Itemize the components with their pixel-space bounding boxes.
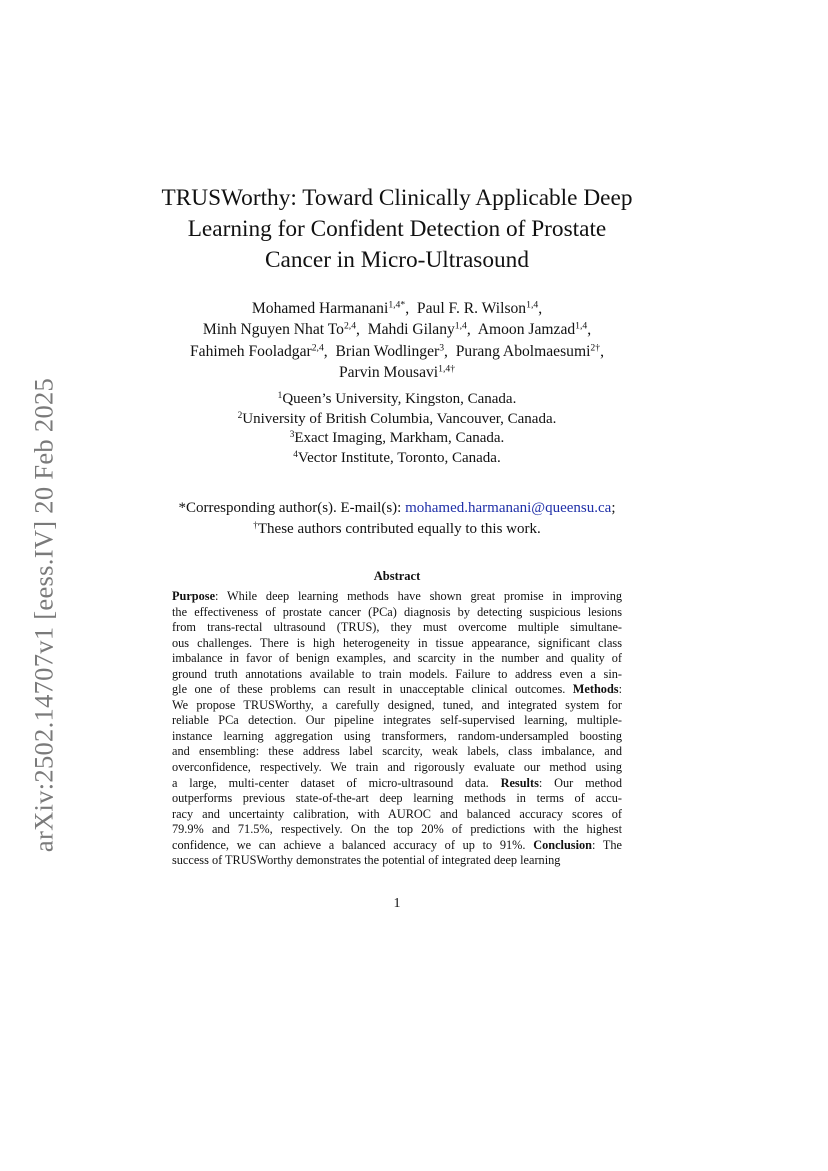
author-name: Parvin Mousavi — [338, 363, 439, 381]
affiliation-text: University of British Columbia, Vancouver, Canada. — [242, 410, 557, 427]
author-affiliation-marker: 1,4 — [454, 320, 467, 332]
corresponding-author-label: *Corresponding author(s). E-mail(s): — [178, 500, 406, 516]
author-name: Fahimeh Fooladgar — [190, 342, 312, 360]
affiliation — [100, 390, 694, 410]
author-name: Amoon Jamzad — [477, 321, 576, 339]
author-name: Mohamed Harmanani — [251, 300, 389, 317]
email-link[interactable]: mohamed.harmanani@queensu.ca — [405, 500, 612, 516]
affiliation-text: Queen’s University, Kingston, Canada. — [282, 391, 517, 407]
abstract-line: success of TRUSWorthy demonstrates the potential of integrated deep learning — [172, 853, 561, 868]
abstract-line: instance learning aggregation using transformers, random-undersampled boosting — [172, 728, 622, 743]
affiliation-number: 1 — [277, 390, 283, 401]
affiliation-number: 4 — [293, 449, 298, 460]
paper-title — [100, 183, 694, 276]
abstract-line: Purpose: While deep learning methods have shown great promise in improving — [172, 589, 622, 603]
title-line: Learning for Confident Detection of Prostate — [187, 216, 607, 242]
abstract-line: gle one of these problems can result in unacceptable clinical outcomes. Methods: — [172, 682, 622, 697]
abstract-line: and ensembling: these address label scarcity, weak labels, class imbalance, and — [172, 744, 622, 759]
title-line: TRUSWorthy: Toward Clinically Applicable Deep — [161, 185, 633, 211]
abstract-section-label: Results — [500, 775, 539, 790]
abstract-line: the effectiveness of prostate cancer (PCa) diagnosis by detecting suspicious lesions — [172, 604, 622, 619]
author-line: Mohamed Harmanani$^{1,4*}$, Paul F. R. Wilson$^{1,4}$, — [251, 299, 543, 317]
author-line — [100, 362, 694, 383]
abstract-line: reliable PCa detection. Our pipeline integrates self-supervised learning, multiple- — [172, 713, 622, 728]
abstract-line: confidence, we can achieve a balanced accuracy of up to 91%. Conclusion: The — [172, 837, 622, 852]
arxiv-identifier: arXiv:2502.14707v1 [eess.IV] 20 Feb 2025 — [28, 377, 59, 853]
author-name: Paul F. R. Wilson — [416, 300, 527, 317]
affiliation — [100, 429, 694, 449]
abstract-line: We propose TRUSWorthy, a carefully designed, tuned, and integrated system for — [172, 697, 622, 712]
author-affiliation-marker: 2,4 — [343, 320, 357, 332]
affiliation — [100, 410, 694, 430]
author-name: Minh Nguyen Nhat To — [202, 321, 344, 339]
title-line: Cancer in Micro-Ultrasound — [265, 247, 529, 273]
abstract-line: from trans-rectal ultrasound (TRUS), they must overcome multiple simultane- — [172, 620, 622, 635]
abstract-line: 79.9% and 71.5%, respectively. On the top 20% of predictions with the highest — [172, 822, 622, 837]
author-line: Fahimeh Fooladgar$^{2,4}$, Brian Wodlinger$^3$, Purang Abolmaesumi$^{2\dagger}$, — [190, 342, 604, 360]
author-list — [100, 298, 694, 383]
dagger-marker: † — [253, 520, 258, 531]
author-name: Mahdi Gilany — [367, 321, 455, 339]
affiliation-list — [100, 390, 694, 468]
equal-contribution-text: These authors contributed equally to this work. — [257, 521, 541, 537]
affiliation-text: Exact Imaging, Markham, Canada. — [294, 430, 505, 447]
page-number: 1 — [393, 896, 401, 911]
abstract-line: ous challenges. There is high heterogeneity in tissue appearance, significant class — [172, 635, 622, 650]
author-line: Minh Nguyen Nhat To$^{2,4}$, Mahdi Gilany$^{1,4}$, Amoon Jamzad$^{1,4}$, — [202, 320, 592, 339]
affiliation — [100, 449, 694, 469]
author-affiliation-marker: 1,4* — [388, 299, 406, 311]
abstract-line: imbalance in favor of benign examples, and scarcity in the number and quality of — [172, 651, 622, 666]
equal-contribution-line — [100, 519, 694, 540]
abstract-line: a large, multi-center dataset of micro-ultrasound data. Results: Our method — [172, 775, 622, 790]
affiliation-text: Vector Institute, Toronto, Canada. — [297, 449, 501, 466]
abstract-section-label: Purpose — [172, 589, 216, 603]
author-affiliation-marker: 1,4 — [575, 320, 588, 332]
abstract-line: ground truth annotations available to train models. Failure to address even a sin- — [172, 666, 622, 681]
corresponding-author-line — [100, 498, 694, 519]
abstract-line: overconfidence, respectively. We train and rigorously evaluate our method using — [172, 760, 622, 775]
author-name: Brian Wodlinger — [335, 342, 440, 360]
affiliation-number: 2 — [237, 410, 243, 421]
abstract-section-label: Methods — [572, 682, 619, 697]
author-affiliation-marker: 2,4 — [311, 342, 324, 354]
author-affiliation-marker: 3 — [439, 342, 445, 354]
abstract-body — [172, 589, 622, 869]
affiliation-number: 3 — [289, 430, 295, 441]
author-affiliation-marker: 1,4† — [438, 363, 456, 375]
abstract-line: outperforms previous state-of-the-art deep learning methods in terms of accu- — [172, 791, 622, 806]
author-affiliation-marker: 2† — [590, 342, 601, 354]
abstract-heading: Abstract — [373, 569, 421, 583]
email-separator: ; — [611, 500, 616, 516]
abstract-section-label: Conclusion — [533, 837, 592, 852]
abstract-line: racy and uncertainty calibration, with AUROC and balanced accuracy scores of — [172, 806, 622, 821]
author-name: Purang Abolmaesumi — [455, 342, 591, 360]
author-affiliation-marker: 1,4 — [526, 299, 539, 311]
correspondence-note — [100, 498, 694, 540]
